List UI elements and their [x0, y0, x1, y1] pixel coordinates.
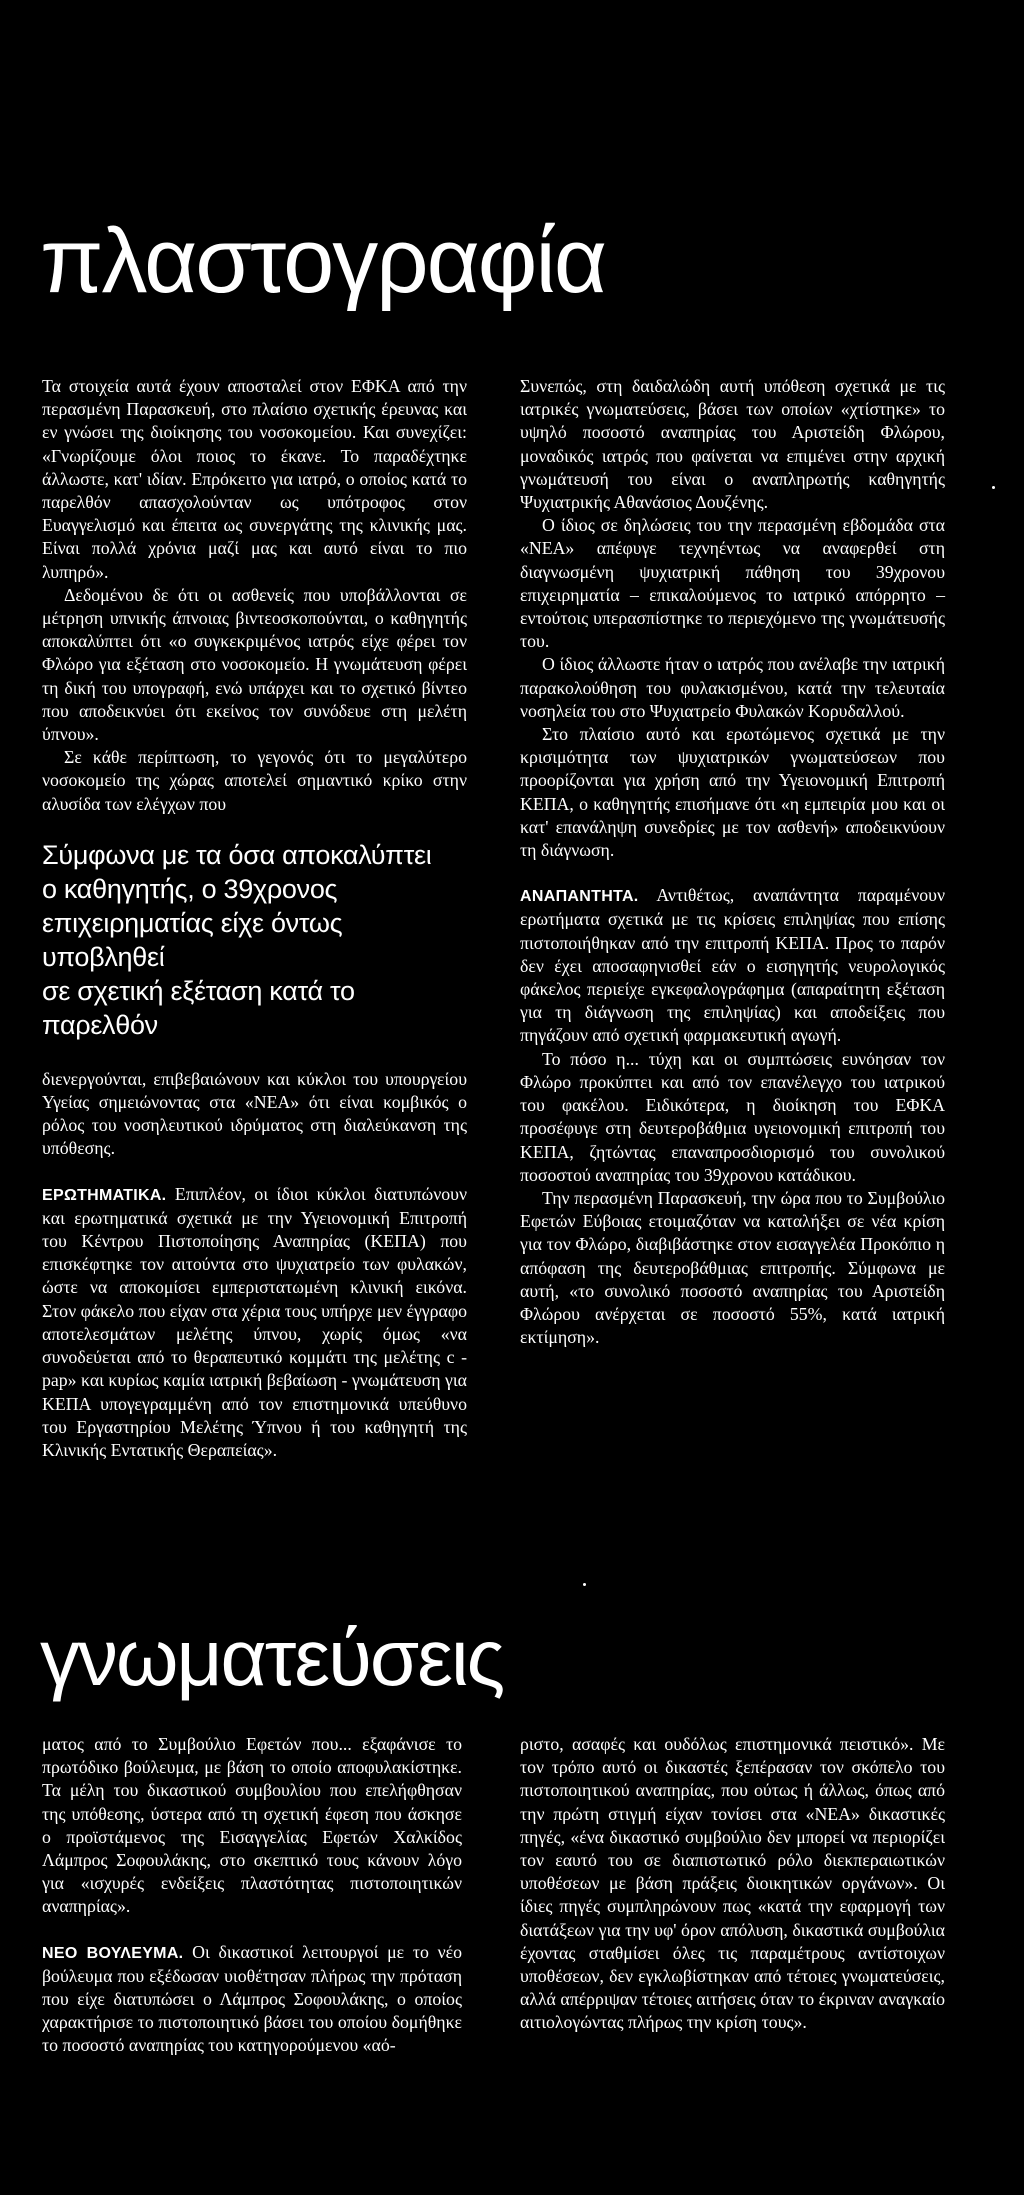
paragraph: Την περασμένη Παρασκευή, την ώρα που το Συμβούλιο Εφετών Εύβοιας ετοιμαζόταν να καταλήξει σε νέα κρίση για τον Φλώρο, διαβιβάστηκε στον εισαγγελέα Προκόπιο η απόφαση της δευτεροβάθμιας επιτροπής. Σύμφωνα με αυτή, «το συνολικό ποσοστό αναπηρίας του Αριστείδη Φλώρου ανέρχεται σε ποσοστό 55%, κατά ιατρική εκτίμηση».: [520, 1187, 945, 1348]
paragraph: διενεργούνται, επιβεβαιώνουν και κύκλοι του υπουργείου Υγείας σημειώνοντας στα «ΝΕΑ» ότι είναι κομβικός ο ρόλος του νοσηλευτικού ιδρύματος στη διαλεύκανση της υπόθεσης.: [42, 1068, 467, 1159]
pull-quote-line: Σύμφωνα με τα όσα αποκαλύπτει: [42, 839, 432, 870]
paragraph-with-kicker: [42, 1183, 467, 1462]
paragraph: Δεδομένου δε ότι οι ασθενείς που υποβάλλονται σε μέτρηση υπνικής άπνοιας βιντεοσκοπούνται, ο καθηγητής αποκαλύπτει ότι «ο συγκεκριμένος ιατρός είχε φέρει τον Φλώρο για εξέταση στο νοσοκομείο. Η γνωμάτευση φέρει τη δική του υπογραφή, ενώ υπάρχει και το σχετικό βίντεο που αποδεικνύει ότι εκείνος τον συνόδευε στη μελέτη ύπνου».: [42, 584, 467, 745]
paragraph: ριστο, ασαφές και ουδόλως επιστημονικά πειστικό». Με τον τρόπο αυτό οι δικαστές ξεπέρασαν τον σκόπελο του πιστοποιητικού αναπηρίας, που ούτως ή άλλως, όπως από την πρώτη στιγμή είχαν τονίσει στα «ΝΕΑ» δικαστικές πηγές, «ένα δικαστικό συμβούλιο δεν μπορεί να περιορίζει τον εαυτό του σε διαπιστωτικό ρόλο διεκπεραιωτικών υποθέσεων με βάση πράξεις διοικητικών οργάνων». Οι ίδιες πηγές συμπληρώνουν πως «κατά την εφαρμογή των διατάξεων για την υφ' όρον απόλυση, δικαστικά συμβούλια έχοντας σταθμίσει όλες τις παραμέτρους αντίστοιχων υποθέσεων, δεν εγκλωβίστηκαν από τέτοιες γνωματεύσεις, αλλά απέρριψαν τέτοιες αιτήσεις όταν το έκριναν αναγκαίο αιτιολογώντας πλήρως την κρίση τους».: [520, 1734, 945, 2033]
pull-quote-line: επιχειρηματίας είχε όντως υποβληθεί: [42, 907, 343, 972]
headline-plastografia: πλαστογραφία: [40, 210, 606, 312]
headline-gnomateuseis: γνωματεύσεις: [40, 1613, 504, 1702]
decorative-dot: [992, 486, 995, 489]
pull-quote: [42, 838, 467, 1042]
paragraph: Σε κάθε περίπτωση, το γεγονός ότι το μεγαλύτερο νοσοκομείο της χώρας αποτελεί σημαντικό κρίκο στην αλυσίδα των ελέγχων που: [42, 747, 467, 814]
paragraph: ματος από το Συμβούλιο Εφετών που... εξαφάνισε το πρωτόδικο βούλευμα, με βάση το οποίο αποφυλακίστηκε. Τα μέλη του δικαστικού συμβουλίου που επελήφθησαν της υπόθεσης, ύστερα από τη σχετική έφεση που άσκησε ο προϊστάμενος της Εισαγγελίας Εφετών Χαλκίδος Λάμπρος Σοφουλάκης, στο σκεπτικό τους κάνουν λόγο για «ισχυρές ενδείξεις πλαστότητας πιστοποιητικών αναπηρίας».: [42, 1734, 462, 1917]
article-column-1: [42, 375, 467, 1462]
paragraph: Τα στοιχεία αυτά έχουν αποσταλεί στον ΕΦΚΑ από την περασμένη Παρασκευή, στο πλαίσιο σχετικής έρευνας και εν γνώσει της διοίκησης του νοσοκομείου. Και συνεχίζει: «Γνωρίζουμε όλοι ποιος το έκανε. Το παραδέχτηκε άλλωστε, κατ' ιδίαν. Επρόκειτο για ιατρό, ο οποίος κατά το παρελθόν απασχολούνταν ως υπότροφος στον Ευαγγελισμό και έπειτα ως συνεργάτης της κλινικής μας. Είναι πολλά χρόνια μαζί μας και αυτό είναι το πιο λυπηρό».: [42, 376, 467, 582]
paragraph: Στο πλαίσιο αυτό και ερωτώμενος σχετικά με την κρισιμότητα των ψυχιατρικών γνωματεύσεων που προορίζονται για χρήση από την Υγειονομική Επιτροπή ΚΕΠΑ, ο καθηγητής επισήμανε ότι «η εμπειρία μου και οι κατ' επανάληψη συνεδρίες με τον ασθενή» αποδεικνύουν τη διάγνωση.: [520, 724, 945, 861]
article-column-3: [42, 1733, 462, 2058]
section-kicker: ΕΡΩΤΗΜΑΤΙΚΑ.: [42, 1186, 167, 1204]
paragraph-with-kicker: [520, 884, 945, 1047]
paragraph-text: Οι δικαστικοί λειτουργοί με το νέο βούλευμα που εξέδωσαν υιοθέτησαν πλήρως την πρόταση που είχε διατυπώσει ο Λάμπρος Σοφουλάκης, ο οποίος χαρακτήρισε το πιστοποιητικό βάσει του οποίου δομήθηκε το ποσοστό αναπηρίας του κατηγορούμενου «αό-: [42, 1941, 462, 2056]
paragraph-with-kicker: [42, 1941, 462, 2058]
article-column-4: [520, 1733, 945, 2035]
article-column-2: [520, 375, 945, 1349]
section-kicker: ΑΝΑΠΑΝΤΗΤΑ.: [520, 888, 639, 906]
pull-quote-line: σε σχετική εξέταση κατά το παρελθόν: [42, 975, 355, 1040]
paragraph: Ο ίδιος σε δηλώσεις του την περασμένη εβδομάδα στα «ΝΕΑ» απέφυγε τεχνηέντως να αναφερθεί στη διαγνωσμένη ψυχιατρική πάθηση του 39χρονου επιχειρηματία – επικαλούμενος το ιατρικό απόρρητο – εντούτοις υπερασπίστηκε το περιεχόμενο της γνωμάτευσής του.: [520, 515, 945, 652]
paragraph-text: Επιπλέον, οι ίδιοι κύκλοι διατυπώνουν και ερωτηματικά σχετικά με την Υγειονομική Επιτροπή του Κέντρου Πιστοποίησης Αναπηρίας (ΚΕΠΑ) που επισκέφτηκε τον αιτούντα στο ψυχιατρείο των φυλακών, ώστε να αποκομίσει εμπεριστατωμένη κλινική εικόνα. Στον φάκελο που είχαν στα χέρια τους υπήρχε μεν έγγραφο αποτελεσμάτων μελέτης ύπνου, χωρίς όμως «να συνοδεύεται από το θεραπευτικό κομμάτι της μελέτης c - pap» και κυρίως καμία ιατρική βεβαίωση - γνωμάτευση για ΚΕΠΑ υπογεγραμμένη από τον επιστημονικά υπεύθυνο του Εργαστηρίου Μελέτης Ύπνου ή του καθηγητή της Κλινικής Εντατικής Θεραπείας».: [42, 1183, 467, 1460]
paragraph: Ο ίδιος άλλωστε ήταν ο ιατρός που ανέλαβε την ιατρική παρακολούθηση του φυλακισμένου, κατά την τελευταία νοσηλεία του στο Ψυχιατρείο Φυλακών Κορυδαλλού.: [520, 654, 945, 721]
paragraph: Συνεπώς, στη δαιδαλώδη αυτή υπόθεση σχετικά με τις ιατρικές γνωματεύσεις, βάσει των οποίων «χτίστηκε» το υψηλό ποσοστό αναπηρίας του Αριστείδη Φλώρου, μοναδικός ιατρός που φαίνεται να επιμένει στην αρχική γνωμάτευσή του είναι ο αναπληρωτής καθηγητής Ψυχιατρικής Αθανάσιος Δουζένης.: [520, 376, 945, 513]
paragraph: Το πόσο η... τύχη και οι συμπτώσεις ευνόησαν τον Φλώρο προκύπτει και από τον επανέλεγχο του ιατρικού του φακέλου. Ειδικότερα, η διοίκηση του ΕΦΚΑ προσέφυγε στη δευτεροβάθμια υγειονομική επιτροπή του ΚΕΠΑ, ζητώντας επαναπροσδιορισμό του συνολικού ποσοστού αναπηρίας του 39χρονου κατάδικου.: [520, 1048, 945, 1185]
pull-quote-line: ο καθηγητής, ο 39χρονος: [42, 873, 338, 904]
paragraph-text: Αντιθέτως, αναπάντητα παραμένουν ερωτήματα σχετικά με τις κρίσεις επιληψίας που επίσης πιστοποιήθηκαν από την επιτροπή ΚΕΠΑ. Προς το παρόν δεν έχει αποσαφηνισθεί εάν ο εισηγητής νευρολογικός φάκελος περιείχε εγκεφαλογράφημα (απαραίτητη εξέταση για τη διάγνωση της επιληψίας) και αποδείξεις που πηγάζουν από σχετική φαρμακευτική αγωγή.: [520, 885, 945, 1046]
decorative-dot: [583, 1583, 586, 1586]
section-kicker: ΝΕΟ ΒΟΥΛΕΥΜΑ.: [42, 1944, 184, 1962]
